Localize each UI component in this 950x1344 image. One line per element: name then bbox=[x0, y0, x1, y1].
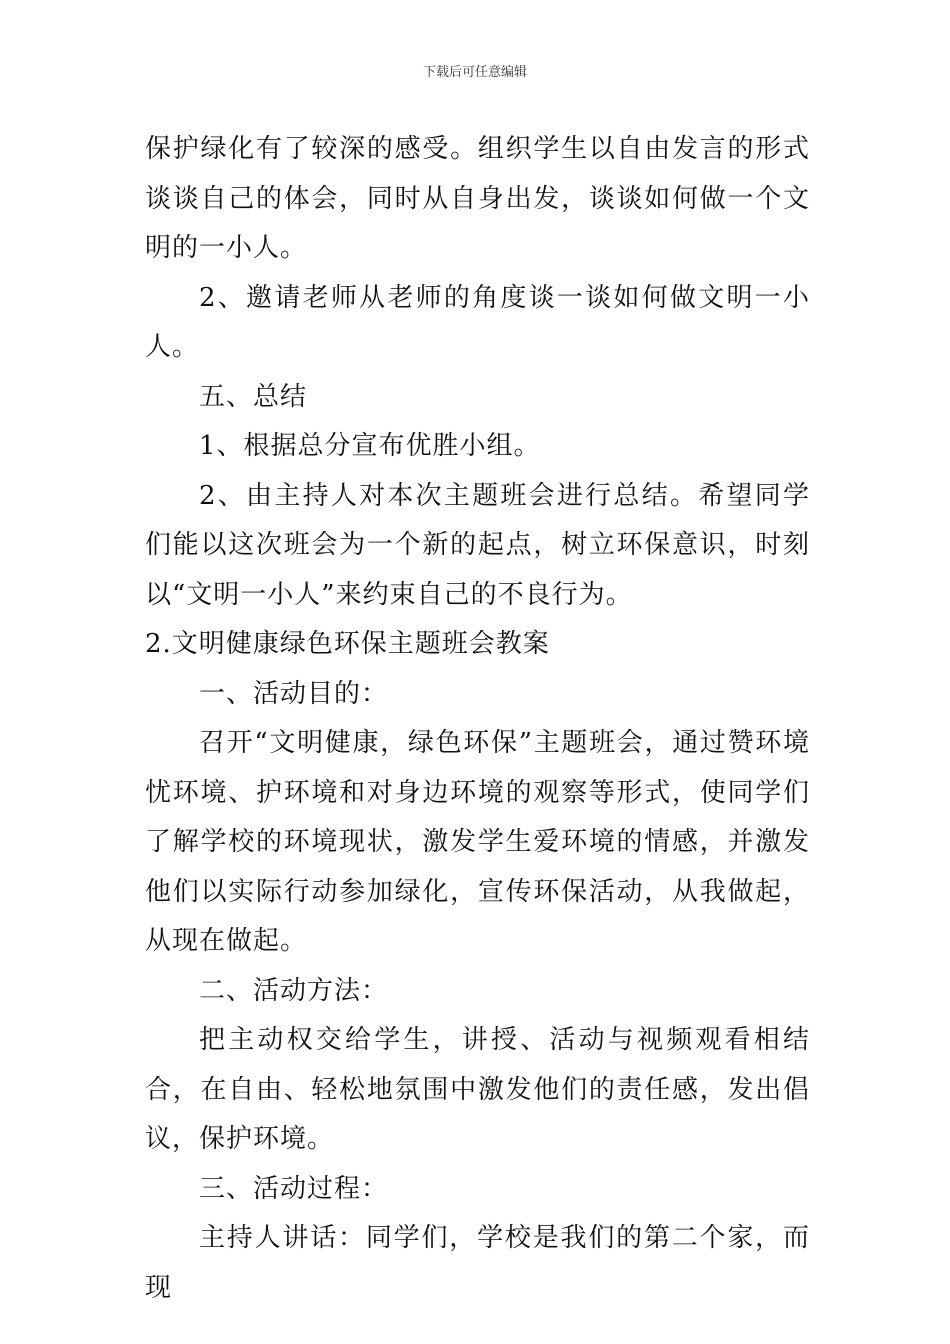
page-header: 下载后可任意编辑 bbox=[422, 65, 527, 80]
paragraph-5: 2、由主持人对本次主题班会进行总结。希望同学们能以这次班会为一个新的起点，树立环保意识，时刻以“文明一小人”来约束自己的不良行为。 bbox=[145, 480, 810, 610]
paragraph-2: 2、邀请老师从老师的角度谈一谈如何做文明一小人。 bbox=[145, 282, 810, 362]
section-heading-method: 二、活动方法： bbox=[199, 975, 389, 1006]
section-heading-purpose: 一、活动目的： bbox=[199, 678, 389, 709]
section-heading-summary: 五、总结 bbox=[199, 381, 308, 412]
paragraph-12: 主持人讲话：同学们，学校是我们的第二个家，而现 bbox=[145, 1223, 810, 1303]
paragraph-10: 把主动权交给学生，讲授、活动与视频观看相结合，在自由、轻松地氛围中激发他们的责任感，发出倡议，保护环境。 bbox=[145, 1025, 810, 1154]
document-body bbox=[145, 125, 810, 1313]
paragraph-4: 1、根据总分宣布优胜小组。 bbox=[199, 431, 541, 461]
paragraph-8: 召开“文明健康，绿色环保”主题班会，通过赞环境忧环境、护环境和对身边环境的观察等形式，使同学们了解学校的环境现状，激发学生爱环境的情感，并激发他们以实际行动参加绿化，宣传环保活动，从我做起，从现在做起。 bbox=[145, 728, 810, 956]
paragraph-1: 保护绿化有了较深的感受。组织学生以自由发言的形式谈谈自己的体会，同时从自身出发，谈谈如何做一个文明的一小人。 bbox=[145, 134, 810, 263]
section-heading-process: 三、活动过程： bbox=[199, 1173, 389, 1204]
document-title-2: 2.文明健康绿色环保主题班会教案 bbox=[145, 629, 550, 659]
